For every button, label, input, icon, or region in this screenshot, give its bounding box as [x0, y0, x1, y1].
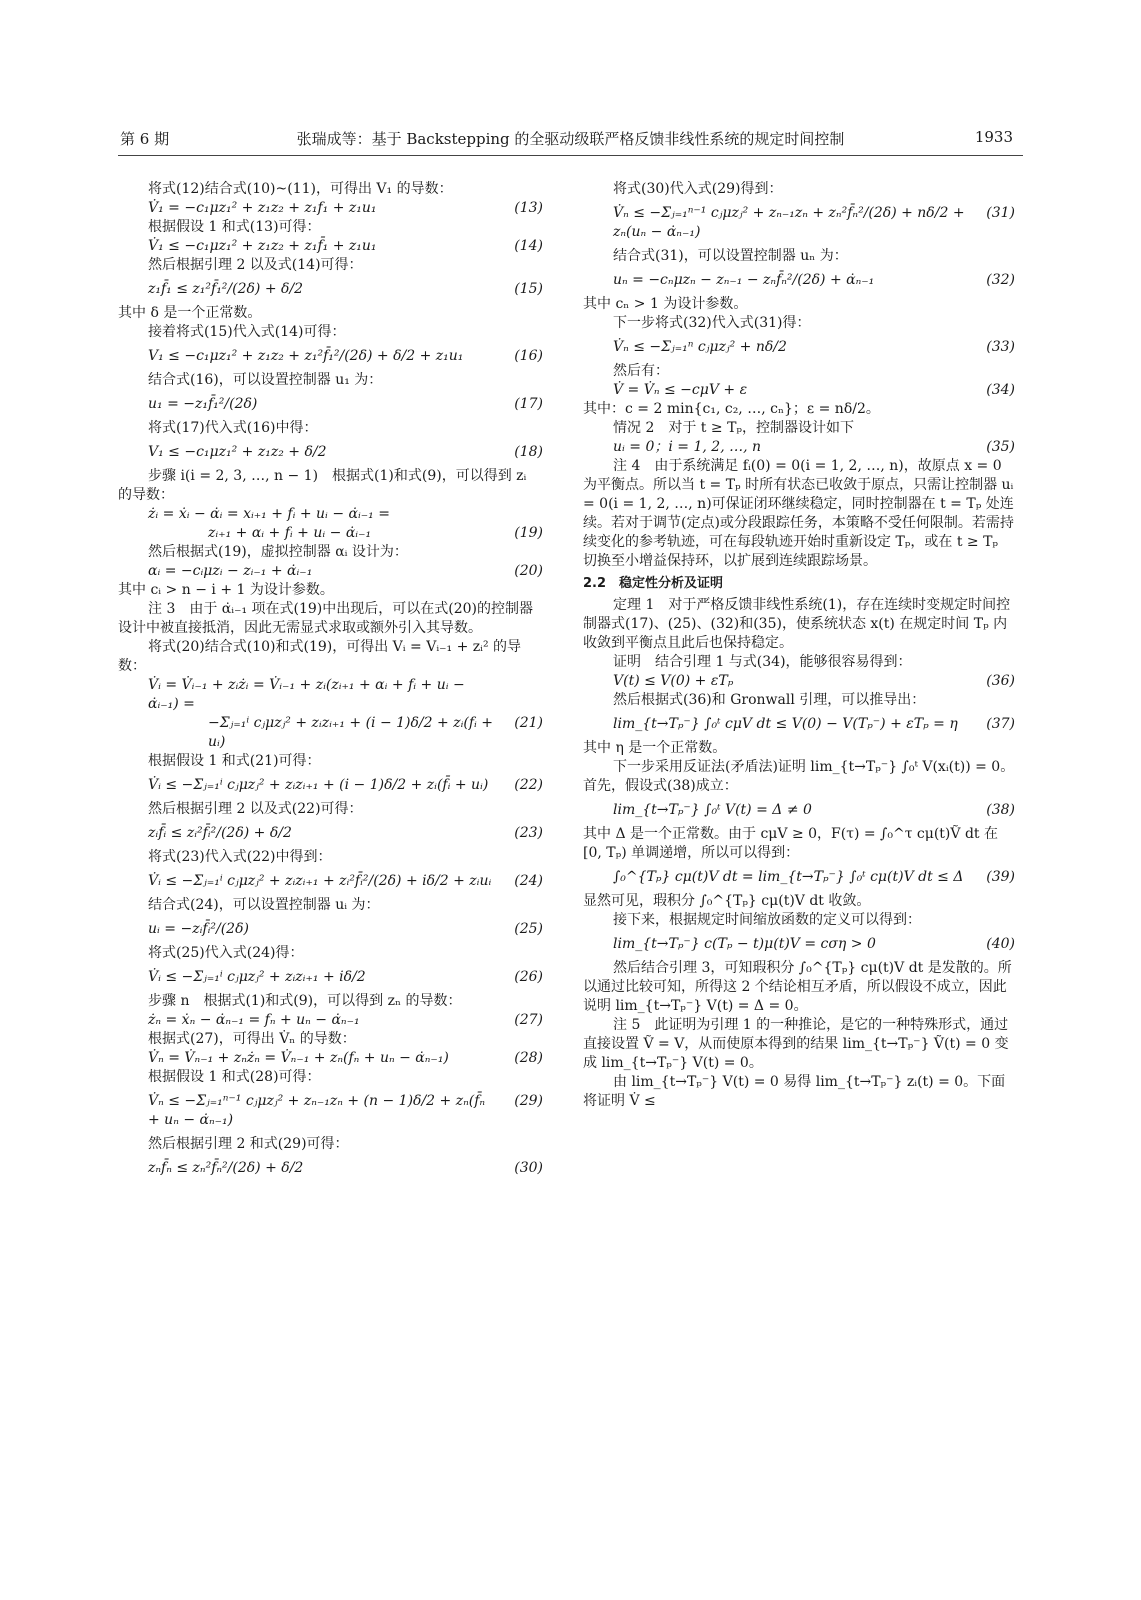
text-content: 接下来，根据规定时间缩放函数的定义可以得到： [613, 912, 921, 928]
text-content: lim_{t→Tₚ⁻} ∫₀ᵗ V(t) = Δ ≠ 0 [613, 802, 812, 818]
text-line [118, 304, 543, 323]
paragraph [118, 600, 543, 638]
text-line [583, 911, 1015, 930]
text-content: 其中 cᵢ > n − i + 1 为设计参数。 [118, 582, 334, 598]
equation [118, 237, 543, 256]
paragraph [118, 467, 543, 505]
text-line [583, 777, 1015, 796]
text-content: 其中：c = 2 min{c₁, c₂, …, cₙ}；ε = nδ/2。 [583, 401, 880, 417]
text-line [583, 400, 1015, 419]
text-content: V̇₁ ≤ −c₁μz₁² + z₁z₂ + z₁f̄₁ + z₁u₁ [148, 238, 377, 254]
text-content: V̇ᵢ ≤ −Σⱼ₌₁ⁱ cⱼμzⱼ² + zᵢzᵢ₊₁ + zᵢ²f̄ᵢ²/(2δ) + iδ/2 + zᵢuᵢ [148, 873, 492, 889]
text-content: 显然可见，瑕积分 ∫₀^{Tₚ} cμ(t)V dt 收敛。 [583, 893, 871, 909]
text-content: −Σⱼ₌₁ⁱ cⱼμzⱼ² + zᵢzᵢ₊₁ + (i − 1)δ/2 + zᵢ(fᵢ + uᵢ) [208, 715, 494, 750]
equation-number: (14) [514, 238, 543, 254]
equation-number: (40) [986, 936, 1015, 952]
equation [118, 824, 543, 843]
equation [118, 280, 543, 299]
text-content: 结合式(31)，可以设置控制器 uₙ 为： [613, 248, 848, 264]
text-content: 首先，假设式(38)成立： [583, 778, 738, 794]
text-content: V₁ ≤ −c₁μz₁² + z₁z₂ + z₁²f̄₁²/(2δ) + δ/2 + z₁u₁ [148, 348, 464, 364]
text-content: V̇₁ = −c₁μz₁² + z₁z₂ + z₁f₁ + z₁u₁ [148, 200, 377, 216]
text-line [583, 691, 1015, 710]
equation-number: (36) [986, 673, 1015, 689]
equation [118, 1159, 543, 1178]
text-content: 注 5 此证明为引理 1 的一种推论，是它的一种特殊形式，通过直接设置 Ṽ = V，从而使原本得到的结果 lim_{t→Tₚ⁻} Ṽ(t) = 0 变成 lim_{t→Tₚ⁻} V(t) = 0。 [583, 1017, 1009, 1071]
text-content: 其中 cₙ > 1 为设计参数。 [583, 296, 748, 312]
equation-number: (27) [514, 1012, 543, 1028]
text-content: 将式(20)结合式(10)和式(19)，可得出 Vᵢ = Vᵢ₋₁ + zᵢ² 的导数： [118, 639, 522, 674]
text-content: V̇ₙ = V̇ₙ₋₁ + zₙżₙ = V̇ₙ₋₁ + zₙ(fₙ + uₙ − α̇ₙ₋₁) [148, 1050, 449, 1066]
text-content: αᵢ = −cᵢμzᵢ − zᵢ₋₁ + α̇ᵢ₋₁ [148, 563, 313, 579]
equation [118, 395, 543, 414]
text-content: V̇ₙ ≤ −Σⱼ₌₁ⁿ⁻¹ cⱼμzⱼ² + zₙ₋₁zₙ + zₙ²f̄ₙ²/(2δ) + nδ/2 + zₙ(uₙ − α̇ₙ₋₁) [613, 205, 965, 240]
equation [118, 505, 543, 524]
text-content: 证明 结合引理 1 与式(34)，能够很容易得到： [613, 654, 912, 670]
text-content: 其中 δ 是一个正常数。 [118, 305, 262, 321]
equation-number: (34) [986, 382, 1015, 398]
section-heading [583, 574, 1015, 593]
right-column [583, 180, 1015, 1111]
equation-number: (24) [514, 873, 543, 889]
text-line [118, 371, 543, 390]
equation [118, 776, 543, 795]
equation-number: (18) [514, 444, 543, 460]
text-content: uₙ = −cₙμzₙ − zₙ₋₁ − zₙf̄ₙ²/(2δ) + α̇ₙ₋₁ [613, 272, 875, 288]
text-content: 然后结合引理 3，可知瑕积分 ∫₀^{Tₚ} cμ(t)V dt 是发散的。所以通过比较可知，所得这 2 个结论相互矛盾，所以假设不成立，因此说明 lim_{t→Tₚ⁻} V(t) = Δ = 0。 [583, 960, 1012, 1014]
text-content: 步骤 i(i = 2, 3, …, n − 1) 根据式(1)和式(9)，可以得到 zᵢ 的导数： [118, 468, 527, 503]
equation [118, 347, 543, 366]
paragraph [118, 638, 543, 676]
text-line [118, 800, 543, 819]
text-line [583, 247, 1015, 266]
equation [583, 801, 1015, 820]
equation-number: (15) [514, 281, 543, 297]
text-content: zᵢf̄ᵢ ≤ zᵢ²f̄ᵢ²/(2δ) + δ/2 [148, 825, 292, 841]
text-line [583, 295, 1015, 314]
text-line [583, 419, 1015, 438]
equation [583, 868, 1015, 887]
equation-number: (30) [514, 1160, 543, 1176]
text-line [118, 896, 543, 915]
text-line [118, 419, 543, 438]
text-line [118, 944, 543, 963]
paragraph [583, 457, 1015, 571]
text-content: 然后根据引理 2 以及式(22)可得： [148, 801, 363, 817]
text-line [583, 653, 1015, 672]
header-rule [118, 155, 1023, 156]
equation-number: (29) [514, 1093, 543, 1109]
equation [118, 1092, 543, 1130]
text-content: 2.2 稳定性分析及证明 [583, 576, 724, 591]
text-content: V₁ ≤ −c₁μz₁² + z₁z₂ + δ/2 [148, 444, 327, 460]
paragraph [583, 596, 1015, 653]
equation [583, 438, 1015, 457]
text-content: 根据假设 1 和式(21)可得： [148, 753, 321, 769]
text-content: uᵢ = 0；i = 1, 2, …, n [613, 439, 762, 455]
text-content: lim_{t→Tₚ⁻} ∫₀ᵗ cμV dt ≤ V(0) − V(Tₚ⁻) + εTₚ = η [613, 716, 958, 732]
equation-number: (17) [514, 396, 543, 412]
equation-number: (31) [986, 205, 1015, 221]
text-content: 定理 1 对于严格反馈非线性系统(1)，存在连续时变规定时间控制器式(17)、(25)、(32)和(35)，使系统状态 x(t) 在规定时间 Tₚ 内收敛到平衡点且此后也保持稳定。 [583, 597, 1011, 651]
paragraph [583, 959, 1015, 1016]
text-line [583, 362, 1015, 381]
equation [118, 872, 543, 891]
text-line [118, 543, 543, 562]
equation [118, 443, 543, 462]
text-content: ∫₀^{Tₚ} cμ(t)V dt = lim_{t→Tₚ⁻} ∫₀ᵗ cμ(t)V dt ≤ Δ [613, 869, 964, 885]
text-content: V̇ₙ ≤ −Σⱼ₌₁ⁿ⁻¹ cⱼμzⱼ² + zₙ₋₁zₙ + (n − 1)δ/2 + zₙ(f̄ₙ + uₙ − α̇ₙ₋₁) [148, 1093, 486, 1128]
equation-number: (22) [514, 777, 543, 793]
equation-number: (19) [514, 525, 543, 541]
text-content: lim_{t→Tₚ⁻} c(Tₚ − t)μ(t)V = cση > 0 [613, 936, 876, 952]
text-content: V̇ᵢ ≤ −Σⱼ₌₁ⁱ cⱼμzⱼ² + zᵢzᵢ₊₁ + (i − 1)δ/2 + zᵢ(f̄ᵢ + uᵢ) [148, 777, 489, 793]
text-line [118, 1068, 543, 1087]
equation [118, 1049, 543, 1068]
text-line [118, 218, 543, 237]
text-content: 然后根据引理 2 和式(29)可得： [148, 1136, 349, 1152]
text-content: V̇ᵢ = V̇ᵢ₋₁ + zᵢżᵢ = V̇ᵢ₋₁ + zᵢ(zᵢ₊₁ + αᵢ + fᵢ + uᵢ − α̇ᵢ₋₁) = [148, 677, 465, 712]
text-content: 情况 2 对于 t ≥ Tₚ，控制器设计如下 [613, 420, 855, 436]
header-issue: 第 6 期 [120, 130, 170, 148]
equation [118, 1011, 543, 1030]
equation-number: (39) [986, 869, 1015, 885]
paragraph [583, 1073, 1015, 1111]
equation [118, 562, 543, 581]
text-line [583, 739, 1015, 758]
text-content: 然后根据式(36)和 Gronwall 引理，可以推导出： [613, 692, 926, 708]
equation-number: (33) [986, 339, 1015, 355]
text-content: 步骤 n 根据式(1)和式(9)，可以得到 zₙ 的导数： [148, 993, 462, 1009]
text-line [583, 314, 1015, 333]
text-content: żₙ = ẋₙ − α̇ₙ₋₁ = fₙ + uₙ − α̇ₙ₋₁ [148, 1012, 360, 1028]
equation-number: (21) [514, 715, 543, 731]
equation [118, 199, 543, 218]
equation [118, 676, 543, 714]
equation-number: (37) [986, 716, 1015, 732]
equation [583, 672, 1015, 691]
text-content: 结合式(16)，可以设置控制器 u₁ 为： [148, 372, 383, 388]
equation-number: (25) [514, 921, 543, 937]
text-content: zₙf̄ₙ ≤ zₙ²f̄ₙ²/(2δ) + δ/2 [148, 1160, 304, 1176]
text-content: 然后根据式(19)，虚拟控制器 αᵢ 设计为： [148, 544, 408, 560]
text-content: 其中 η 是一个正常数。 [583, 740, 727, 756]
text-line [118, 848, 543, 867]
text-content: 其中 Δ 是一个正常数。由于 cμV ≥ 0，F(τ) = ∫₀^τ cμ(t)Ṽ dt 在 [0, Tₚ) 单调递增，所以可以得到： [583, 826, 998, 861]
text-content: V̇ₙ ≤ −Σⱼ₌₁ⁿ cⱼμzⱼ² + nδ/2 [613, 339, 787, 355]
text-content: 注 3 由于 α̇ᵢ₋₁ 项在式(19)中出现后，可以在式(20)的控制器设计中被直接抵消，因此无需显式求取或额外引入其导数。 [118, 601, 534, 636]
text-content: V(t) ≤ V(0) + εTₚ [613, 673, 734, 689]
text-content: uᵢ = −zᵢf̄ᵢ²/(2δ) [148, 921, 249, 937]
text-content: V̇ᵢ ≤ −Σⱼ₌₁ⁱ cⱼμzⱼ² + zᵢzᵢ₊₁ + iδ/2 [148, 969, 366, 985]
paragraph [583, 758, 1015, 777]
text-content: żᵢ = ẋᵢ − α̇ᵢ = xᵢ₊₁ + fᵢ + uᵢ − α̇ᵢ₋₁ = [148, 506, 390, 522]
text-content: 根据假设 1 和式(28)可得： [148, 1069, 321, 1085]
equation-number: (35) [986, 439, 1015, 455]
text-content: 将式(12)结合式(10)~(11)，可得出 V₁ 的导数： [148, 181, 453, 197]
text-content: 然后有： [613, 363, 669, 379]
text-content: 下一步采用反证法(矛盾法)证明 lim_{t→Tₚ⁻} ∫₀ᵗ V(xᵢ(t)) = 0。 [613, 759, 1015, 775]
text-content: 根据式(27)，可得出 V̇ₙ 的导数： [148, 1031, 356, 1047]
text-content: 将式(23)代入式(22)中得到： [148, 849, 332, 865]
text-content: V̇ = V̇ₙ ≤ −cμV + ε [613, 382, 748, 398]
equation-continuation [118, 524, 543, 543]
equation [583, 715, 1015, 734]
text-content: 接着将式(15)代入式(14)可得： [148, 324, 346, 340]
page-number: 1933 [974, 128, 1013, 146]
text-content: 根据假设 1 和式(13)可得： [148, 219, 321, 235]
equation-number: (23) [514, 825, 543, 841]
text-content: 将式(25)代入式(24)得： [148, 945, 304, 961]
text-content: 然后根据引理 2 以及式(14)可得： [148, 257, 363, 273]
equation-number: (13) [514, 200, 543, 216]
text-line [118, 256, 543, 275]
text-content: u₁ = −z₁f̄₁²/(2δ) [148, 396, 258, 412]
text-line [118, 581, 543, 600]
text-line [118, 992, 543, 1011]
running-title: 张瑞成等：基于 Backstepping 的全驱动级联严格反馈非线性系统的规定时间控制 [296, 130, 845, 148]
text-line [118, 180, 543, 199]
equation [583, 204, 1015, 242]
text-content: 下一步将式(32)代入式(31)得： [613, 315, 811, 331]
equation-number: (28) [514, 1050, 543, 1066]
paragraph [583, 1016, 1015, 1073]
equation [583, 338, 1015, 357]
text-content: 由 lim_{t→Tₚ⁻} V(t) = 0 易得 lim_{t→Tₚ⁻} zᵢ(t) = 0。下面将证明 V̇ ≤ [583, 1074, 1006, 1109]
text-content: z₁f̄₁ ≤ z₁²f̄₁²/(2δ) + δ/2 [148, 281, 304, 297]
text-line [118, 1135, 543, 1154]
text-line [118, 752, 543, 771]
equation-number: (32) [986, 272, 1015, 288]
text-line [583, 825, 1015, 863]
left-column [118, 180, 543, 1183]
text-content: zᵢ₊₁ + αᵢ + fᵢ + uᵢ − α̇ᵢ₋₁ [208, 525, 372, 541]
text-line [583, 180, 1015, 199]
text-content: 将式(30)代入式(29)得到： [613, 181, 783, 197]
equation [583, 935, 1015, 954]
text-line [118, 1030, 543, 1049]
equation [583, 271, 1015, 290]
text-content: 注 4 由于系统满足 fᵢ(0) = 0(i = 1, 2, …, n)，故原点 x = 0 为平衡点。所以当 t = Tₚ 时所有状态已收敛于原点，只需让控制器 uᵢ = 0(i = 1, 2, …, n)可保证闭环继续稳定，同时控制器在 t = Tₚ 处连续。若对于调节(定点)或分段跟踪任务，本策略不受任何限制。若需持续变化的参考轨迹，可在每段轨迹开始时重新设定 Tₚ，或在 t ≥ Tₚ 切换至小增益保持环，以扩展到连续跟踪场景。 [583, 458, 1014, 569]
equation [118, 920, 543, 939]
equation-number: (26) [514, 969, 543, 985]
equation-number: (20) [514, 563, 543, 579]
text-content: 结合式(24)，可以设置控制器 uᵢ 为： [148, 897, 380, 913]
equation-continuation [118, 714, 543, 752]
text-line [583, 892, 1015, 911]
equation-number: (38) [986, 802, 1015, 818]
text-content: 将式(17)代入式(16)中得： [148, 420, 318, 436]
equation [583, 381, 1015, 400]
text-line [118, 323, 543, 342]
equation-number: (16) [514, 348, 543, 364]
equation [118, 968, 543, 987]
